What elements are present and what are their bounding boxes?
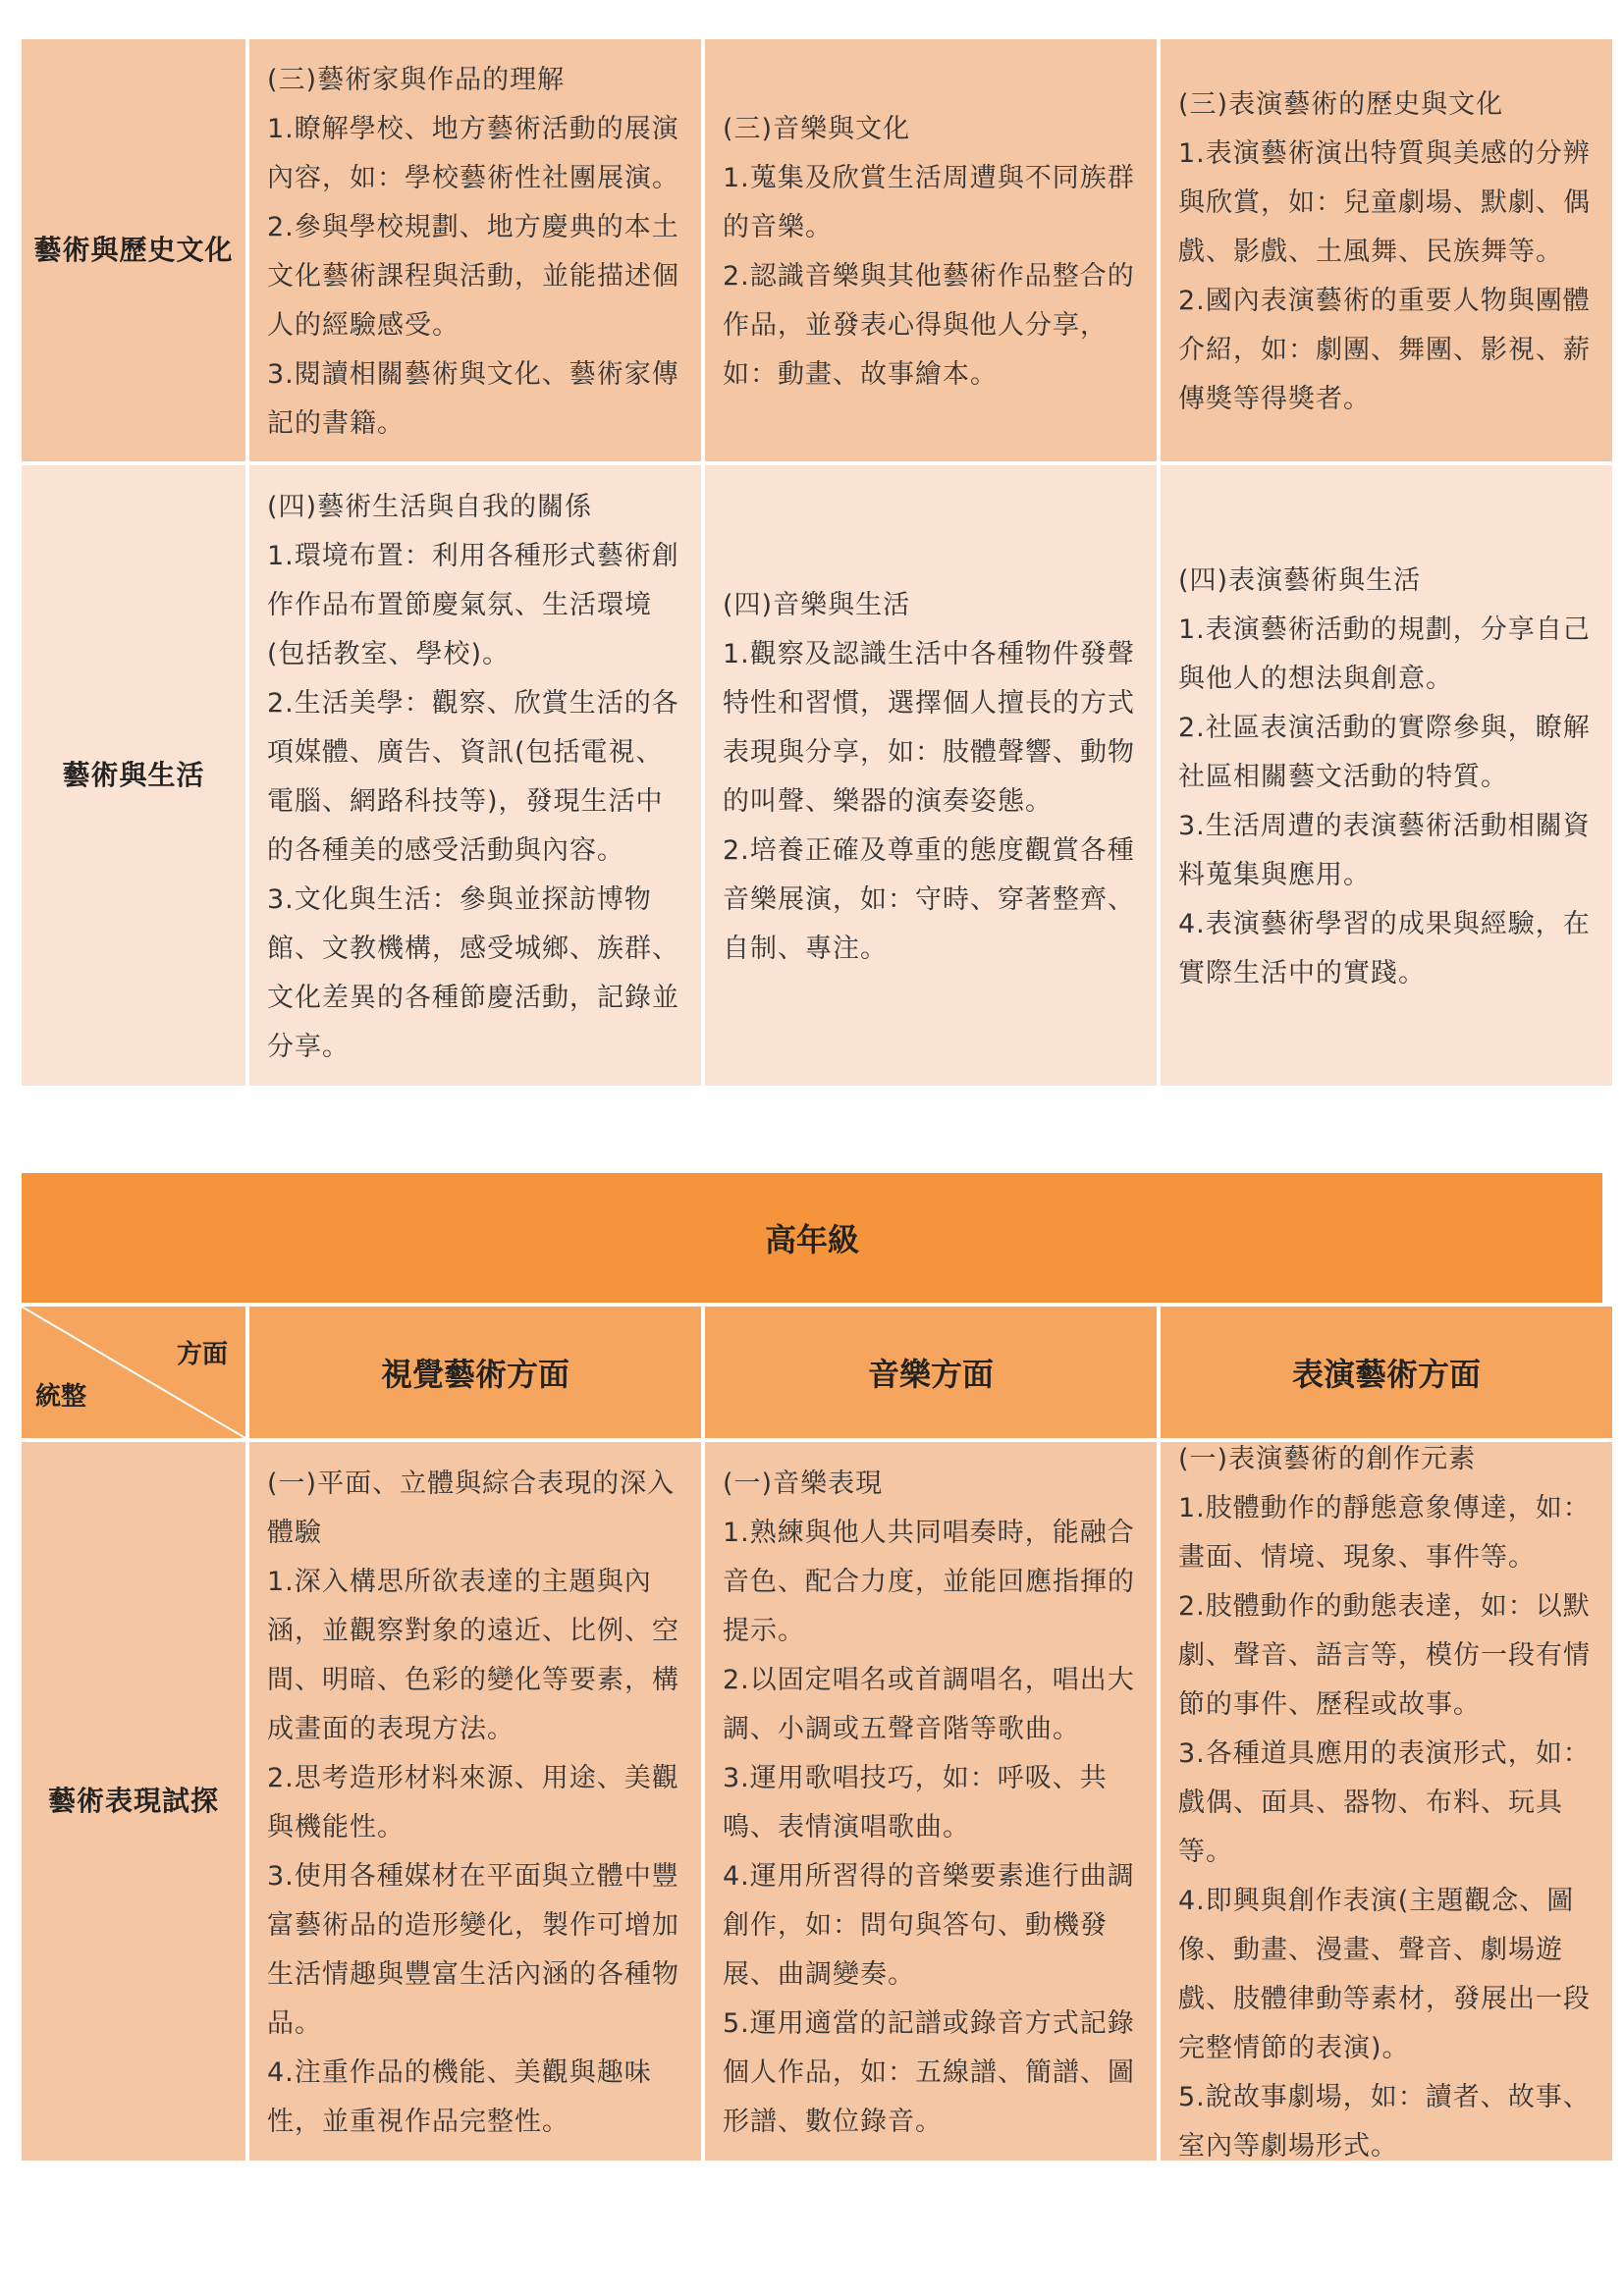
section-heading: (三)藝術家與作品的理解 — [267, 65, 566, 95]
table-row — [22, 465, 1602, 1086]
list-item: 3.閱讀相關藝術與文化、藝術家傳記的書籍。 — [267, 359, 679, 439]
list-item: 3.各種道具應用的表演形式，如：戲偶、面具、器物、布料、玩具等。 — [1178, 1738, 1591, 1867]
list-item: 4.即興與創作表演(主題觀念、圖像、動畫、漫畫、聲音、劇場遊戲、肢體律動等素材，發展出一段完整情節的表演)。 — [1178, 1886, 1591, 2063]
performance-cell — [1161, 1442, 1612, 2161]
list-item: 1.蒐集及欣賞生活周遭與不同族群的音樂。 — [723, 163, 1135, 242]
header-music: 音樂方面 — [705, 1307, 1157, 1438]
row-label: 藝術與生活 — [22, 465, 245, 1086]
section-heading: (一)平面、立體與綜合表現的深入體驗 — [267, 1468, 676, 1548]
list-item: 3.運用歌唱技巧，如：呼吸、共鳴、表情演唱歌曲。 — [723, 1763, 1108, 1842]
list-item: 3.生活周遭的表演藝術活動相關資料蒐集與應用。 — [1178, 811, 1591, 890]
header-visual: 視覺藝術方面 — [249, 1307, 701, 1438]
list-item: 3.文化與生活：參與並探訪博物館、文教機構，感受城鄉、族群、文化差異的各種節慶活動，記錄並分享。 — [267, 884, 679, 1062]
music-cell — [705, 1442, 1157, 2161]
performance-cell — [1161, 39, 1612, 461]
list-item: 4.運用所習得的音樂要素進行曲調創作，如：問句與答句、動機發展、曲調變奏。 — [723, 1861, 1135, 1990]
list-item: 2.培養正確及尊重的態度觀賞各種音樂展演，如：守時、穿著整齊、自制、專注。 — [723, 835, 1135, 964]
music-cell — [705, 39, 1157, 461]
list-item: 2.肢體動作的動態表達，如：以默劇、聲音、語言等，模仿一段有情節的事件、歷程或故事。 — [1178, 1591, 1591, 1720]
section-heading: (一)表演藝術的創作元素 — [1178, 1444, 1477, 1474]
visual-cell — [249, 39, 701, 461]
corner-bottom-label: 統整 — [35, 1382, 87, 1412]
corner-header — [22, 1307, 245, 1438]
list-item: 2.國內表演藝術的重要人物與團體介紹，如：劇團、舞團、影視、薪傳獎等得獎者。 — [1178, 286, 1591, 414]
list-item: 2.生活美學：觀察、欣賞生活的各項媒體、廣告、資訊(包括電視、電腦、網路科技等)，發現生活中的各種美的感受活動與內容。 — [267, 688, 679, 866]
list-item: 5.運用適當的記譜或錄音方式記錄個人作品，如：五線譜、簡譜、圖形譜、數位錄音。 — [723, 2008, 1135, 2137]
list-item: 1.瞭解學校、地方藝術活動的展演內容，如：學校藝術性社團展演。 — [267, 114, 679, 193]
list-item: 2.參與學校規劃、地方慶典的本土文化藝術課程與活動，並能描述個人的經驗感受。 — [267, 212, 679, 341]
list-item: 1.觀察及認識生活中各種物件發聲特性和習慣，選擇個人擅長的方式表現與分享，如：肢體聲響、動物的叫聲、樂器的演奏姿態。 — [723, 639, 1135, 817]
table-row — [22, 1442, 1602, 2161]
list-item: 4.表演藝術學習的成果與經驗，在實際生活中的實踐。 — [1178, 909, 1591, 988]
list-item: 1.熟練與他人共同唱奏時，能融合音色、配合力度，並能回應指揮的提示。 — [723, 1518, 1135, 1646]
visual-cell — [249, 465, 701, 1086]
row-label: 藝術表現試探 — [22, 1442, 245, 2161]
visual-cell — [249, 1442, 701, 2161]
diagonal-line-icon — [22, 1307, 245, 1438]
music-cell — [705, 465, 1157, 1086]
list-item: 2.思考造形材料來源、用途、美觀與機能性。 — [267, 1763, 679, 1842]
section-heading: (四)藝術生活與自我的關係 — [267, 492, 593, 522]
corner-top-label: 方面 — [176, 1340, 228, 1369]
table-row — [22, 39, 1602, 461]
list-item: 1.表演藝術活動的規劃，分享自己與他人的想法與創意。 — [1178, 614, 1591, 694]
section-heading: (一)音樂表現 — [723, 1468, 884, 1499]
section-heading: (三)音樂與文化 — [723, 114, 911, 144]
list-item: 2.社區表演活動的實際參與，瞭解社區相關藝文活動的特質。 — [1178, 713, 1591, 792]
list-item: 2.認識音樂與其他藝術作品整合的作品，並發表心得與他人分享，如：動畫、故事繪本。 — [723, 261, 1135, 390]
list-item: 2.以固定唱名或首調唱名，唱出大調、小調或五聲音階等歌曲。 — [723, 1665, 1135, 1744]
section-heading: (三)表演藝術的歷史與文化 — [1178, 89, 1504, 120]
list-item: 1.環境布置：利用各種形式藝術創作作品布置節慶氣氛、生活環境(包括教室、學校)。 — [267, 541, 679, 669]
performance-cell — [1161, 465, 1612, 1086]
section-heading: (四)表演藝術與生活 — [1178, 565, 1422, 596]
list-item: 1.表演藝術演出特質與美感的分辨與欣賞，如：兒童劇場、默劇、偶戲、影戲、土風舞、民族舞等。 — [1178, 138, 1591, 267]
curriculum-table-top — [22, 39, 1602, 1090]
list-item: 3.使用各種媒材在平面與立體中豐富藝術品的造形變化，製作可增加生活情趣與豐富生活內涵的各種物品。 — [267, 1861, 679, 2039]
section-heading: (四)音樂與生活 — [723, 590, 911, 620]
header-performance: 表演藝術方面 — [1161, 1307, 1612, 1438]
column-header-row — [22, 1307, 1602, 1438]
list-item: 5.說故事劇場，如：讀者、故事、室內等劇場形式。 — [1178, 2082, 1591, 2161]
list-item: 4.注重作品的機能、美觀與趣味性，並重視作品完整性。 — [267, 2057, 652, 2137]
list-item: 1.肢體動作的靜態意象傳達，如：畫面、情境、現象、事件等。 — [1178, 1493, 1591, 1573]
grade-banner: 高年級 — [22, 1173, 1602, 1303]
list-item: 1.深入構思所欲表達的主題與內涵，並觀察對象的遠近、比例、空間、明暗、色彩的變化等要素，構成畫面的表現方法。 — [267, 1567, 679, 1744]
curriculum-table-bottom — [22, 1442, 1602, 2164]
row-label: 藝術與歷史文化 — [22, 39, 245, 461]
